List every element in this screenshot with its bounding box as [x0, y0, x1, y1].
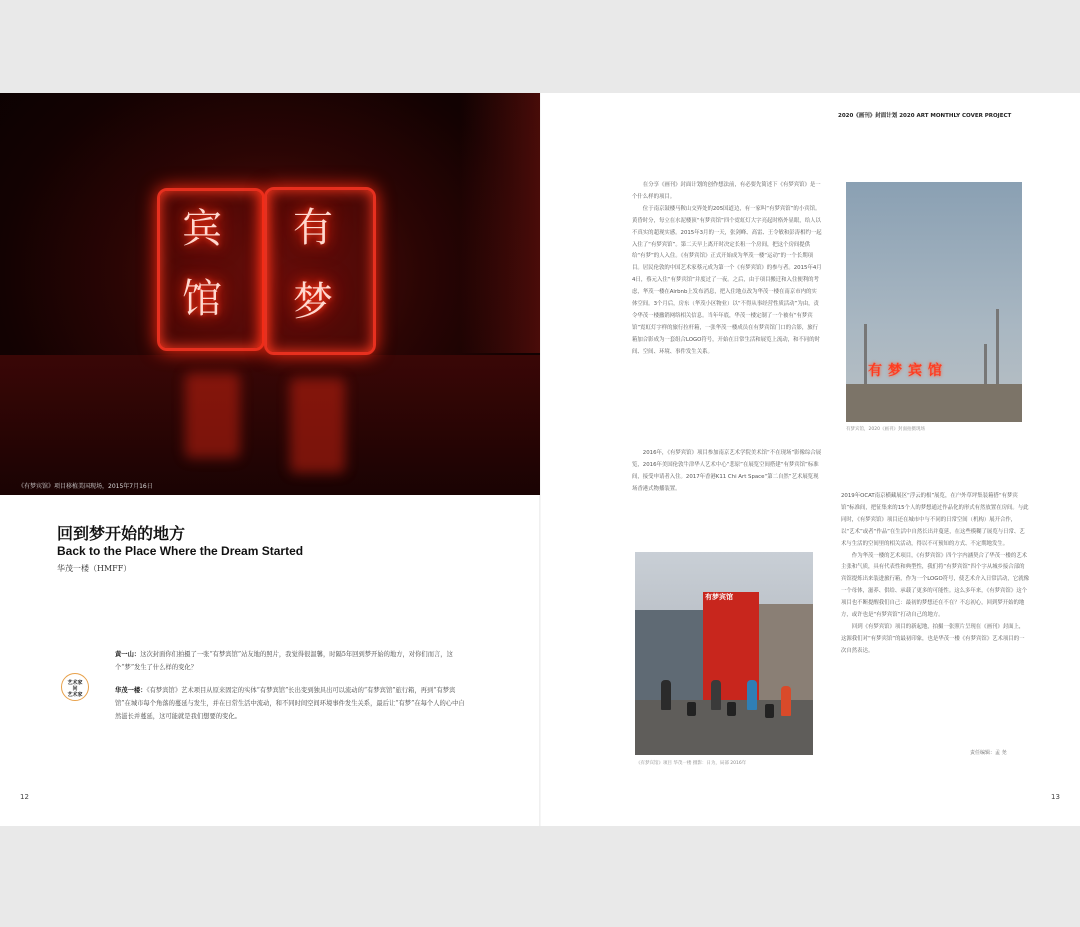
person-figure	[781, 686, 791, 716]
running-head: 2020《画刊》封面计划 2020 ART MONTHLY COVER PROJECT	[838, 113, 1012, 119]
suitcase	[687, 702, 696, 716]
answer-text: 《有梦宾馆》艺术项目从原来固定的实体“有梦宾馆”长出变到独具出可以流动的“有梦宾馆”旅行箱，再到“有梦宾馆”在城市每个角落的蔓延与发生，并在日常生活中流动，和不同时间空间环境事件发生关系，最后让“有梦”在每个人的心中自然滋长并蔓延，这可能就是我们想要的变化。	[115, 687, 465, 720]
neon-char: 宾	[182, 206, 222, 252]
respondent-name: 华茂一楼：	[115, 687, 147, 694]
neon-box-left	[157, 188, 265, 351]
neon-box-right	[264, 187, 376, 355]
page-number-right: 13	[1051, 793, 1060, 801]
hotel-rooftop-photo	[846, 182, 1022, 422]
interview-question	[115, 648, 470, 674]
person-figure	[747, 680, 757, 710]
photo-caption: 《有梦宾馆》项目移植美国现场，2015年7月16日	[18, 483, 153, 490]
question-text: 这次封面你们拍摄了一张“有梦宾馆”站友地的照片，我觉得很温馨，时隔5年回到梦开始的地方，对你们而言，这个“梦”发生了什么样的变化？	[115, 651, 453, 671]
suitcase	[765, 704, 774, 718]
photo-caption: 有梦宾馆，2020《画刊》封面拍摄现场	[846, 427, 925, 432]
page-number-left: 12	[20, 793, 29, 801]
neon-char: 馆	[182, 276, 222, 322]
paragraph: 2019年OCAT南京横藏展区“浮云的根”展览，在户外草坪集装箱搭“有梦宾馆”标准间，把征集来的15个人的梦想通过作品化的形式有然放置在房间。与此同时，《有梦宾馆》项目还在城市中与不同的日常空间（机构）展开合作，以“艺术”或者“作品”在生活中自然长出并蔓延，在这些模糊了展览与日常、艺术与生活的空间里的相关活动，得以不可预知的方式、不定期地发生。	[841, 493, 1029, 547]
body-column-2	[841, 491, 1029, 658]
paragraph: 2016年，《有梦宾馆》项目参加南京艺术学院美术馆“不在现场”影像综合展览，2016年美国伦敦牛津华人艺术中心“悲原”在展览空间搭建“有梦宾馆”标准间，接受申请者入住。2017年香港K11 Chi Art Space“第二自然”艺术展览现场香港式物播装置。	[632, 450, 822, 492]
interviewer-name: 黄一山：	[115, 651, 141, 658]
neon-char: 有	[293, 205, 333, 251]
photo-caption: 《有梦宾馆》项目 华茂一楼 摄影：日为，局部 2016年	[636, 761, 747, 766]
artist-asks-artist-badge: 艺术家 问 艺术家	[61, 673, 89, 701]
person-figure	[661, 680, 671, 710]
magazine-spread	[0, 93, 1080, 826]
article-title: 回到梦开始的地方	[57, 524, 186, 543]
paragraph: 作为华茂一楼的艺术项目，《有梦宾馆》四个字内涵契合了华茂一楼的艺术主张和气质，具有代表性和典型性，我们将“有梦宾馆”四个字从城乡接合部的宾馆提炼出来装进旅行箱，作为一个LOGO符号，使艺术介入日常活动，它就像一个母体，滋养、供给、承载了更多的可能性。这么多年来，《有梦宾馆》这个项目也不断提醒我们自己：最初的梦想还在不在？不忘初心，回到梦开始的地方，或许也是“有梦宾馆”打动自己的地方。	[841, 552, 1029, 619]
neon-char: 梦	[293, 279, 333, 325]
person-figure	[711, 680, 721, 710]
neon-sign-photo	[0, 93, 540, 495]
author-byline: 华茂一楼（HMFF）	[57, 564, 132, 573]
interview-answer	[115, 684, 470, 723]
body-column-1	[632, 180, 822, 359]
hotel-facade-sign: 有梦宾馆	[705, 593, 733, 601]
suitcase	[727, 702, 736, 716]
paragraph: 位于南京鼓楼马鞍山交界处的205国道边，有一家叫“有梦宾馆”的小宾馆。黄昏时分，每立在水泥楼顶“有梦宾馆”四个霓虹灯大字亮起时格外显眼，给人以不真实的超现实感。2015年3月的一天，张剑峰、高雷、王令敏和彭涛相约一起入住了“有梦宾馆”。第二天早上离开时决定长租一个房间，把这个房间提供给“有梦”的人入住。《有梦宾馆》正式开始成为华茂一楼“运动”的一个长期项目。居民伦敦的中国艺术家蔡元成为第一个《有梦宾馆》的参与者。2015年4月4日，蔡元入住“有梦宾馆”并度过了一夜。之后，由于项目搬迁和入住便利的考虑，华茂一楼在Airbnb上发布消息，把入住地点改为华茂一楼在南京市内的实体空间。3个月后，房东（华茂小区物业）以“不得从事经营性质活动”为由，责令华茂一楼撤销网络相关信息。当年年底，华茂一楼定制了一个被有“有梦宾馆”霓虹灯字样的旅行拉杆箱，一张华茂一楼成员在有梦宾馆门口的合影，旅行箱加合影成为一套组合LOGO符号，开始在日常生活和展览上流动，和不同的时间、空间、环境、事件发生关系。	[632, 205, 822, 355]
body-column-1-continued	[632, 448, 822, 496]
editor-credit: 责任编辑：孟 尧	[970, 750, 1007, 756]
article-title-english: Back to the Place Where the Dream Started	[57, 544, 304, 558]
paragraph: 在分享《画刊》封面计划的创作想法前，有必要先简述下《有梦宾馆》是一个什么样的项目。	[632, 182, 821, 200]
hotel-street-photo	[635, 552, 813, 755]
paragraph: 回到《有梦宾馆》项目的新起地，拍摄一张照片呈现在《画刊》封面上，这源我们对“有梦宾馆”的最初印象，也是华茂一楼《有梦宾馆》艺术项目的一次自然表达。	[841, 623, 1025, 654]
rooftop-neon-sign: 有梦宾馆	[868, 363, 948, 379]
